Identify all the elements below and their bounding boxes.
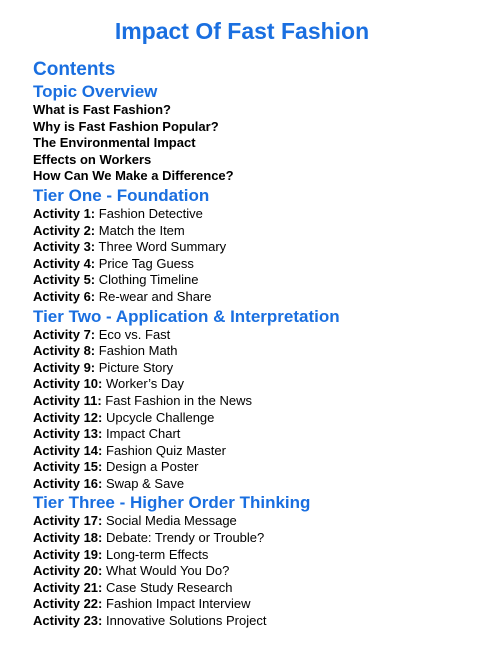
activity-number: Activity 12:	[33, 409, 103, 425]
topic-item: The Environmental Impact	[33, 135, 196, 151]
tier-two-activity-list	[33, 327, 474, 493]
topic-item: Effects on Workers	[33, 151, 152, 167]
activity-number: Activity 9:	[33, 359, 96, 375]
activity-number: Activity 14:	[33, 442, 103, 458]
activity-number: Activity 5:	[33, 272, 96, 288]
activity-item	[33, 239, 474, 256]
topic-overview-list	[33, 102, 474, 185]
activity-number: Activity 11:	[33, 392, 102, 408]
activity-name: Impact Chart	[106, 426, 181, 442]
tier-three-heading: Tier Three - Higher Order Thinking	[33, 493, 311, 513]
activity-name: Debate: Trendy or Trouble?	[106, 530, 265, 546]
activity-item	[33, 206, 474, 223]
activity-item	[33, 613, 474, 630]
page-title: Impact Of Fast Fashion	[114, 18, 370, 44]
activity-number: Activity 10:	[33, 376, 103, 392]
activity-item	[33, 289, 474, 306]
activity-item	[33, 376, 474, 393]
activity-name: Long-term Effects	[106, 546, 209, 562]
activity-number: Activity 23:	[33, 613, 103, 629]
activity-number: Activity 2:	[33, 222, 96, 238]
activity-item	[33, 563, 474, 580]
activity-name: Swap & Save	[106, 475, 185, 491]
activity-item	[33, 476, 474, 493]
activity-number: Activity 13:	[33, 426, 103, 442]
tier-three-activity-list	[33, 513, 474, 629]
activity-name: Price Tag Guess	[98, 255, 194, 271]
activity-number: Activity 4:	[33, 255, 96, 271]
activity-name: Match the Item	[98, 222, 185, 238]
activity-name: Fashion Quiz Master	[106, 442, 226, 458]
activity-name: Fashion Detective	[98, 205, 203, 221]
activity-number: Activity 22:	[33, 596, 103, 612]
activity-number: Activity 17:	[33, 513, 103, 529]
activity-number: Activity 1:	[33, 205, 96, 221]
activity-name: Fast Fashion in the News	[105, 392, 252, 408]
activity-item	[33, 596, 474, 613]
contents-heading: Contents	[33, 59, 116, 80]
activity-name: Upcycle Challenge	[106, 409, 215, 425]
activity-item	[33, 530, 474, 547]
activity-item	[33, 459, 474, 476]
activity-item	[33, 410, 474, 427]
activity-item	[33, 360, 474, 377]
activity-name: Fashion Math	[98, 343, 178, 359]
topic-item: Why is Fast Fashion Popular?	[33, 118, 219, 134]
activity-item	[33, 513, 474, 530]
activity-item	[33, 256, 474, 273]
activity-item	[33, 443, 474, 460]
activity-item	[33, 547, 474, 564]
activity-item	[33, 223, 474, 240]
activity-number: Activity 20:	[33, 563, 103, 579]
activity-name: Eco vs. Fast	[98, 326, 171, 342]
activity-number: Activity 7:	[33, 326, 96, 342]
activity-name: Social Media Message	[106, 513, 237, 529]
topic-item: What is Fast Fashion?	[33, 102, 171, 117]
activity-name: Re-wear and Share	[98, 288, 212, 304]
activity-item	[33, 393, 474, 410]
topic-item: How Can We Make a Difference?	[33, 168, 234, 184]
activity-name: Fashion Impact Interview	[106, 596, 251, 612]
activity-item	[33, 580, 474, 597]
activity-number: Activity 21:	[33, 579, 103, 595]
activity-number: Activity 3:	[33, 239, 96, 255]
activity-name: Three Word Summary	[98, 239, 227, 255]
activity-name: Clothing Timeline	[98, 272, 199, 288]
tier-one-heading: Tier One - Foundation	[33, 185, 210, 205]
activity-number: Activity 8:	[33, 343, 96, 359]
activity-number: Activity 18:	[33, 530, 103, 546]
activity-name: Picture Story	[98, 359, 174, 375]
activity-number: Activity 15:	[33, 459, 103, 475]
activity-name: Design a Poster	[106, 459, 199, 475]
activity-item	[33, 343, 474, 360]
tier-one-activity-list	[33, 206, 474, 306]
activity-number: Activity 16:	[33, 475, 103, 491]
activity-name: Innovative Solutions Project	[106, 613, 267, 629]
activity-item	[33, 327, 474, 344]
activity-name: Worker’s Day	[106, 376, 185, 392]
activity-item	[33, 426, 474, 443]
activity-number: Activity 19:	[33, 546, 103, 562]
tier-two-heading: Tier Two - Application & Interpretation	[33, 306, 340, 326]
activity-name: Case Study Research	[106, 579, 233, 595]
topic-overview-heading: Topic Overview	[33, 82, 158, 101]
activity-name: What Would You Do?	[106, 563, 230, 579]
activity-item	[33, 272, 474, 289]
activity-number: Activity 6:	[33, 288, 96, 304]
table-of-contents	[33, 58, 474, 630]
